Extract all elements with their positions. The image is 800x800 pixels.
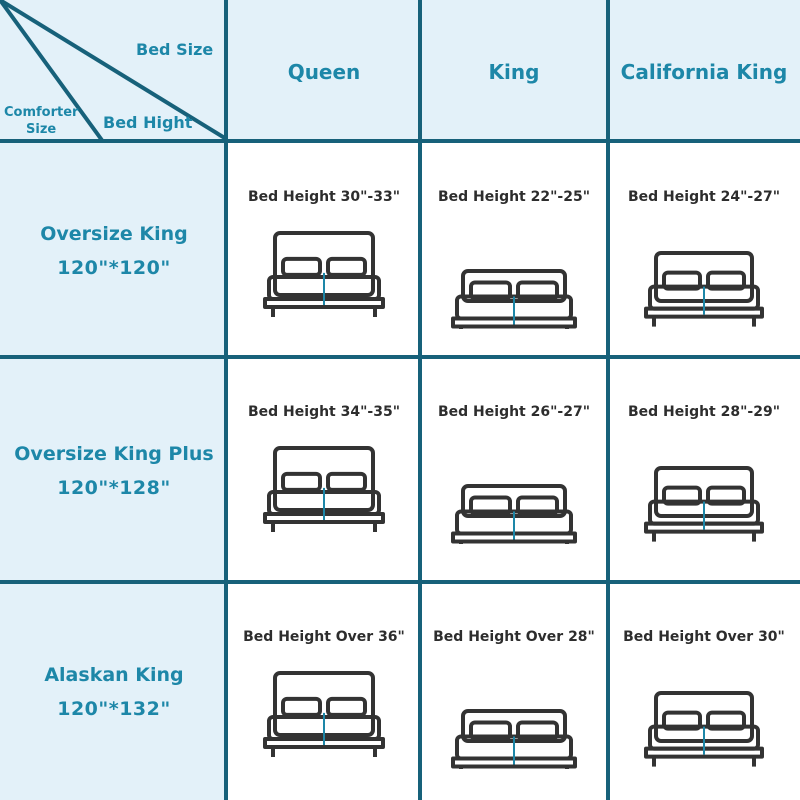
row-header-oversize-king-plus [0,358,228,583]
bed-icon [420,484,608,544]
bed-cell [608,583,800,800]
column-header-king [420,0,608,143]
row-header-size: 120"*128" [57,476,171,499]
bed-icon [228,671,420,767]
bed-height-label: Bed Height 26"-27" [438,404,590,420]
bed-height-label: Bed Height 22"-25" [438,189,590,205]
comforter-size-label-line2: Size [26,122,57,137]
bed-cell [228,583,420,800]
bed-cell [420,358,608,583]
column-header-label: King [488,59,540,84]
bed-cell [608,143,800,358]
row-header-name: Oversize King [40,222,188,245]
bed-cell [608,358,800,583]
bed-icon [420,269,608,329]
column-header-california-king [608,0,800,143]
bed-cell [420,143,608,358]
bed-icon [608,691,800,767]
bed-cell [228,143,420,358]
bed-height-label: Bed Height 28"-29" [628,404,780,420]
row-header-size: 120"*120" [57,256,171,279]
bed-icon [228,231,420,327]
bed-size-label: Bed Size [136,40,214,59]
column-header-queen [228,0,420,143]
bed-height-label: Bed Height 24"-27" [628,189,780,205]
column-header-label: California King [620,59,788,84]
column-header-label: Queen [287,59,361,84]
row-header-name: Alaskan King [44,663,184,686]
bed-height-label: Bed Height 30"-33" [248,189,400,205]
bed-icon [228,446,420,542]
row-header-name: Oversize King Plus [14,442,214,465]
bed-hight-label: Bed Hight [103,113,193,132]
bed-icon [608,251,800,327]
bed-cell [228,358,420,583]
bed-cell [420,583,608,800]
bed-icon [420,709,608,769]
bed-height-label: Bed Height 34"-35" [248,404,400,420]
row-header-alaskan-king [0,583,228,800]
comforter-size-label-line1: Comforter [4,105,79,120]
row-header-oversize-king [0,143,228,358]
bed-icon [608,466,800,542]
row-header-size: 120"*132" [57,697,171,720]
corner-cell [0,0,228,143]
bed-height-label: Bed Height Over 36" [243,629,405,645]
bed-height-label: Bed Height Over 28" [433,629,595,645]
bed-height-label: Bed Height Over 30" [623,629,785,645]
